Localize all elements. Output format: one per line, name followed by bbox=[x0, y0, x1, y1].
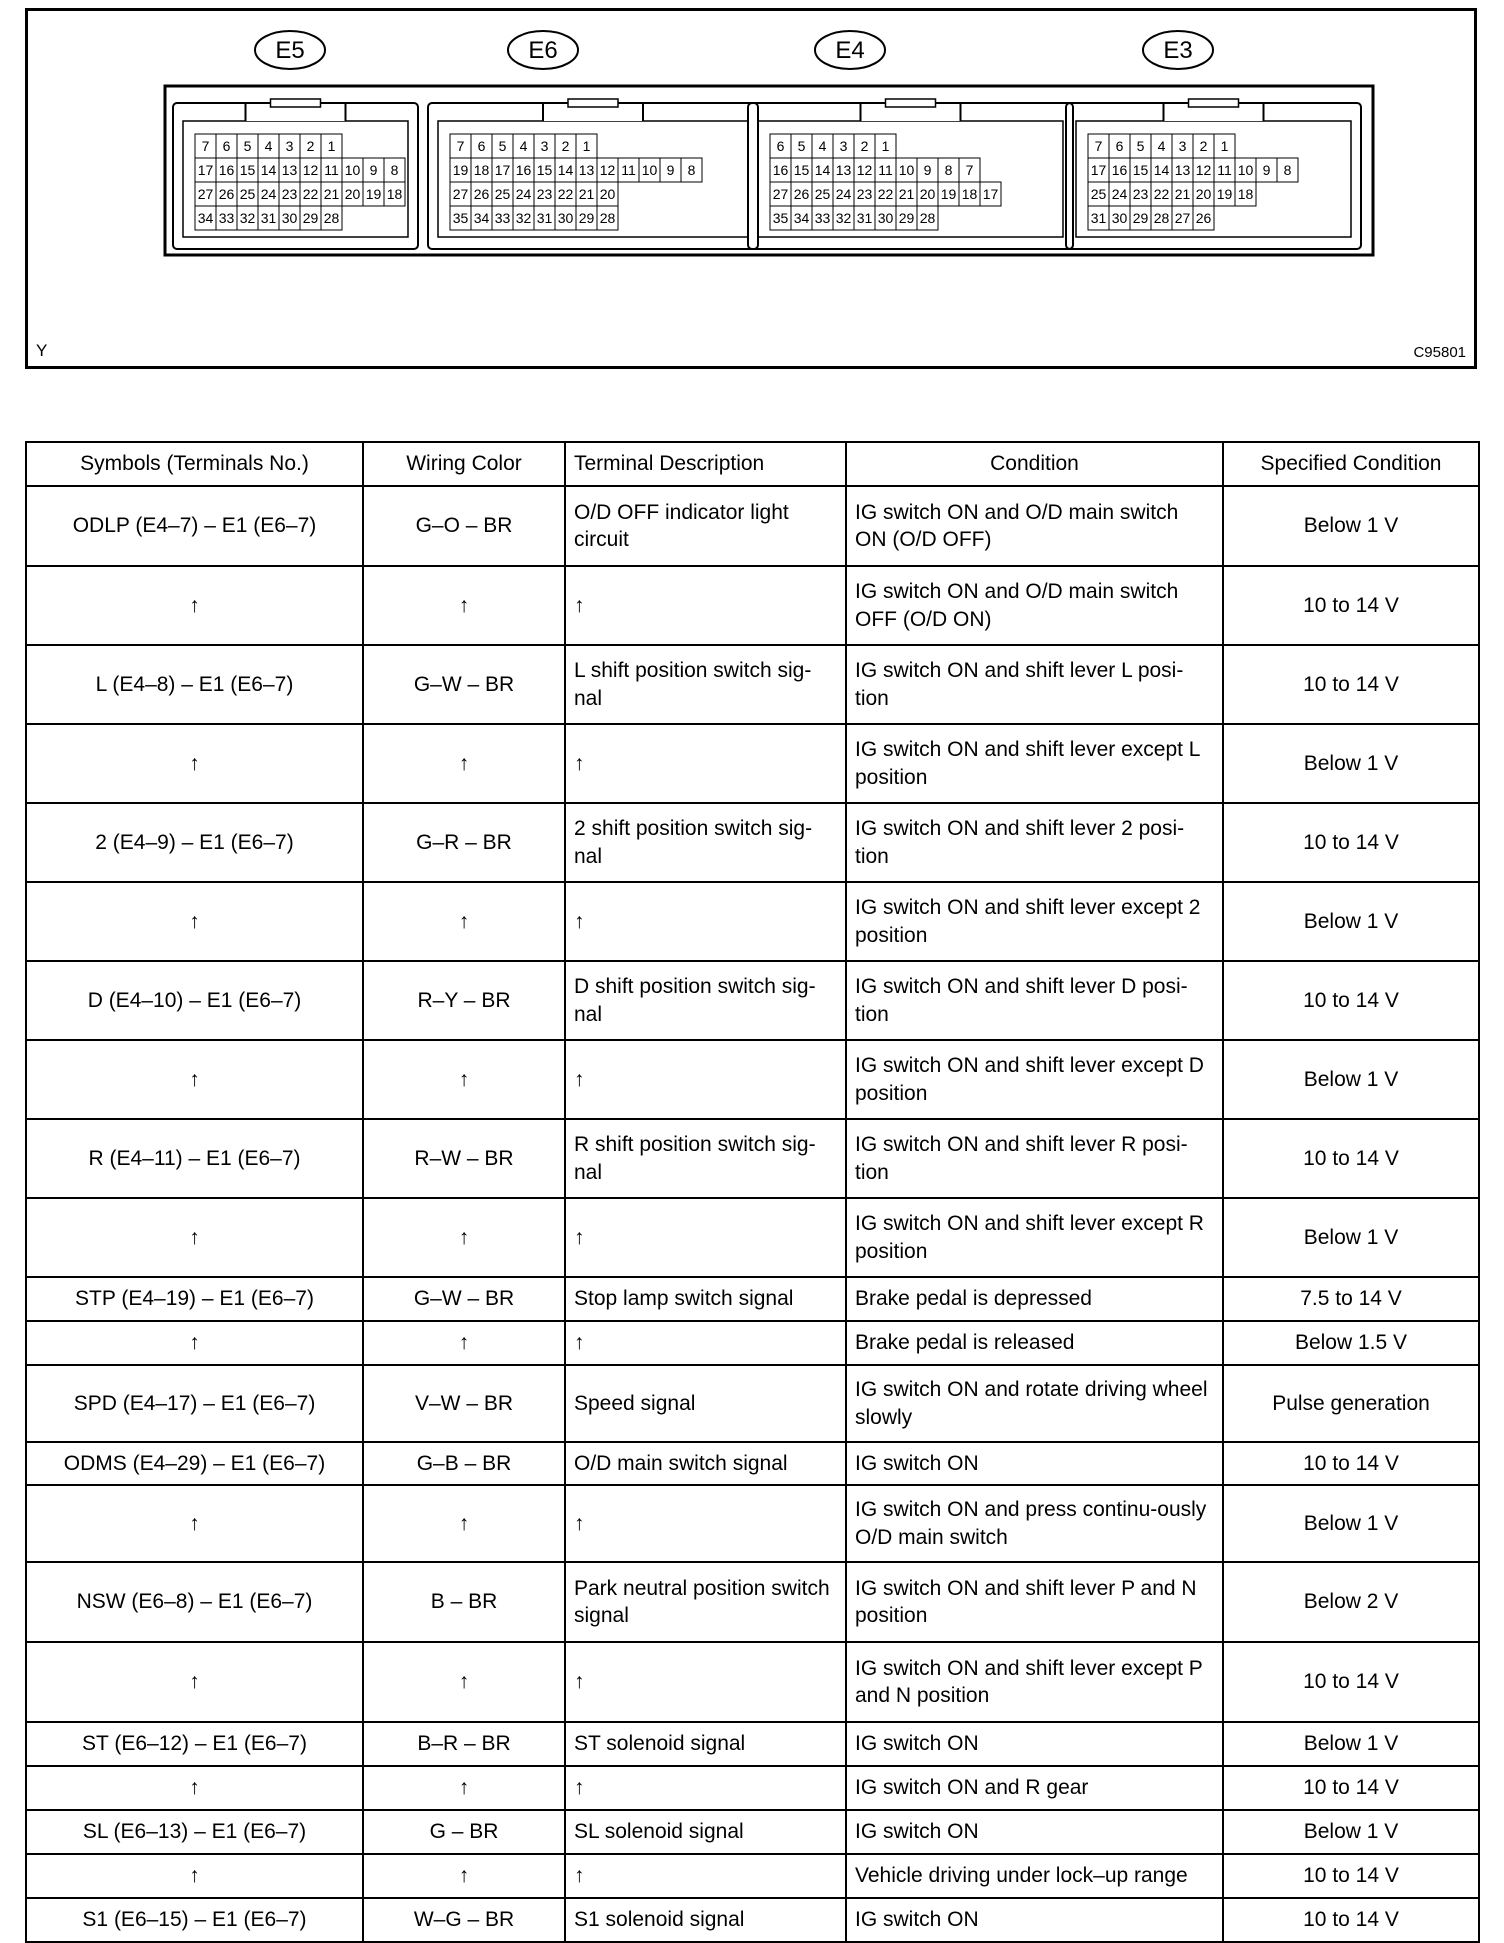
cell-symbols: ODMS (E4–29) – E1 (E6–7) bbox=[26, 1442, 363, 1485]
terminal-number: 12 bbox=[1195, 162, 1212, 178]
terminal-number: 10 bbox=[1237, 162, 1254, 178]
terminal-number: 16 bbox=[515, 162, 532, 178]
terminal-number: 13 bbox=[281, 162, 298, 178]
table-row bbox=[26, 1722, 1479, 1766]
terminal-number: 30 bbox=[877, 210, 894, 226]
cell-wiring-color: ↑ bbox=[363, 724, 565, 803]
terminal-number: 9 bbox=[666, 162, 675, 178]
terminal-number: 24 bbox=[260, 186, 277, 202]
terminal-number: 27 bbox=[197, 186, 214, 202]
terminal-number: 13 bbox=[1174, 162, 1191, 178]
terminal-number: 21 bbox=[898, 186, 915, 202]
terminal-number: 23 bbox=[536, 186, 553, 202]
cell-condition: IG switch ON and R gear bbox=[846, 1766, 1223, 1810]
terminal-spec-table bbox=[25, 441, 1480, 1943]
cell-terminal-description: ↑ bbox=[565, 1198, 846, 1277]
terminal-number: 30 bbox=[557, 210, 574, 226]
cell-terminal-description: S1 solenoid signal bbox=[565, 1898, 846, 1942]
cell-condition: IG switch ON bbox=[846, 1810, 1223, 1854]
cell-terminal-description: O/D main switch signal bbox=[565, 1442, 846, 1485]
terminal-number: 33 bbox=[814, 210, 831, 226]
cell-symbols: ↑ bbox=[26, 882, 363, 961]
cell-terminal-description: Stop lamp switch signal bbox=[565, 1277, 846, 1321]
terminal-number: 35 bbox=[772, 210, 789, 226]
cell-wiring-color: B–R – BR bbox=[363, 1722, 565, 1766]
cell-specified-condition: Below 1 V bbox=[1223, 1485, 1479, 1562]
terminal-number: 27 bbox=[1174, 210, 1191, 226]
connector-label: E3 bbox=[1163, 37, 1193, 64]
terminal-number: 11 bbox=[878, 162, 893, 178]
terminal-number: 20 bbox=[1195, 186, 1212, 202]
cell-symbols: SPD (E4–17) – E1 (E6–7) bbox=[26, 1365, 363, 1442]
cell-specified-condition: 10 to 14 V bbox=[1223, 1642, 1479, 1722]
terminal-number: 16 bbox=[772, 162, 789, 178]
connector-latch-tab bbox=[1189, 99, 1239, 107]
figure-code: C95801 bbox=[1413, 344, 1466, 361]
header-wiring-color: Wiring Color bbox=[363, 442, 565, 486]
terminal-number: 31 bbox=[260, 210, 277, 226]
terminal-number: 28 bbox=[919, 210, 936, 226]
terminal-number: 14 bbox=[260, 162, 277, 178]
connector-latch-tab bbox=[568, 99, 618, 107]
table-row bbox=[26, 1198, 1479, 1277]
table-row bbox=[26, 1854, 1479, 1898]
table-row bbox=[26, 1642, 1479, 1722]
terminal-number: 28 bbox=[323, 210, 340, 226]
terminal-number: 20 bbox=[599, 186, 616, 202]
terminal-number: 5 bbox=[1136, 138, 1145, 154]
cell-terminal-description: L shift position switch sig-nal bbox=[565, 645, 846, 724]
cell-terminal-description: ↑ bbox=[565, 566, 846, 645]
terminal-number: 5 bbox=[498, 138, 507, 154]
table-row bbox=[26, 1766, 1479, 1810]
terminal-number: 2 bbox=[306, 138, 315, 154]
cell-condition: IG switch ON and O/D main switch OFF (O/D ON) bbox=[846, 566, 1223, 645]
cell-symbols: ODLP (E4–7) – E1 (E6–7) bbox=[26, 486, 363, 566]
cell-condition: IG switch ON and shift lever P and N position bbox=[846, 1562, 1223, 1642]
terminal-number: 29 bbox=[302, 210, 319, 226]
connector-diagram bbox=[25, 8, 1477, 369]
terminal-number: 11 bbox=[324, 162, 339, 178]
cell-symbols: 2 (E4–9) – E1 (E6–7) bbox=[26, 803, 363, 882]
terminal-number: 32 bbox=[239, 210, 256, 226]
connector-label: E6 bbox=[528, 37, 558, 64]
cell-condition: IG switch ON and rotate driving wheel slowly bbox=[846, 1365, 1223, 1442]
cell-wiring-color: ↑ bbox=[363, 566, 565, 645]
terminal-number: 28 bbox=[1153, 210, 1170, 226]
terminal-number: 30 bbox=[281, 210, 298, 226]
terminal-number: 35 bbox=[452, 210, 469, 226]
cell-symbols: ↑ bbox=[26, 1485, 363, 1562]
terminal-number: 15 bbox=[239, 162, 256, 178]
cell-wiring-color: G–W – BR bbox=[363, 1277, 565, 1321]
terminal-number: 16 bbox=[218, 162, 235, 178]
table-row bbox=[26, 724, 1479, 803]
cell-specified-condition: Below 1 V bbox=[1223, 1198, 1479, 1277]
connector-latch-tab bbox=[886, 99, 936, 107]
header-symbols: Symbols (Terminals No.) bbox=[26, 442, 363, 486]
terminal-number: 32 bbox=[835, 210, 852, 226]
terminal-number: 25 bbox=[239, 186, 256, 202]
cell-condition: IG switch ON bbox=[846, 1898, 1223, 1942]
terminal-number: 12 bbox=[599, 162, 616, 178]
terminal-number: 9 bbox=[923, 162, 932, 178]
terminal-number: 26 bbox=[473, 186, 490, 202]
cell-wiring-color: ↑ bbox=[363, 1642, 565, 1722]
cell-terminal-description: D shift position switch sig-nal bbox=[565, 961, 846, 1040]
terminal-number: 15 bbox=[536, 162, 553, 178]
cell-wiring-color: G – BR bbox=[363, 1810, 565, 1854]
cell-specified-condition: 10 to 14 V bbox=[1223, 1442, 1479, 1485]
terminal-number: 22 bbox=[557, 186, 574, 202]
terminal-number: 7 bbox=[1094, 138, 1103, 154]
terminal-number: 31 bbox=[1090, 210, 1107, 226]
cell-specified-condition: Below 1 V bbox=[1223, 1722, 1479, 1766]
cell-symbols: NSW (E6–8) – E1 (E6–7) bbox=[26, 1562, 363, 1642]
cell-specified-condition: Below 1 V bbox=[1223, 486, 1479, 566]
cell-wiring-color: R–Y – BR bbox=[363, 961, 565, 1040]
terminal-number: 20 bbox=[919, 186, 936, 202]
terminal-number: 11 bbox=[621, 162, 636, 178]
cell-symbols: ↑ bbox=[26, 1766, 363, 1810]
cell-wiring-color: G–O – BR bbox=[363, 486, 565, 566]
terminal-number: 34 bbox=[473, 210, 490, 226]
cell-terminal-description: 2 shift position switch sig-nal bbox=[565, 803, 846, 882]
cell-wiring-color: ↑ bbox=[363, 1485, 565, 1562]
cell-wiring-color: ↑ bbox=[363, 1198, 565, 1277]
cell-condition: IG switch ON and shift lever except 2 position bbox=[846, 882, 1223, 961]
cell-condition: IG switch ON bbox=[846, 1442, 1223, 1485]
cell-wiring-color: ↑ bbox=[363, 882, 565, 961]
table-row bbox=[26, 961, 1479, 1040]
terminal-number: 17 bbox=[1090, 162, 1107, 178]
terminal-number: 34 bbox=[793, 210, 810, 226]
terminal-number: 17 bbox=[982, 186, 999, 202]
table-row bbox=[26, 1040, 1479, 1119]
table-row bbox=[26, 645, 1479, 724]
table-header-row bbox=[26, 442, 1479, 486]
terminal-number: 1 bbox=[582, 138, 591, 154]
terminal-number: 5 bbox=[243, 138, 252, 154]
cell-condition: IG switch ON and O/D main switch ON (O/D OFF) bbox=[846, 486, 1223, 566]
terminal-number: 10 bbox=[898, 162, 915, 178]
terminal-number: 34 bbox=[197, 210, 214, 226]
terminal-number: 17 bbox=[494, 162, 511, 178]
table-row bbox=[26, 1562, 1479, 1642]
terminal-number: 1 bbox=[881, 138, 890, 154]
terminal-number: 20 bbox=[344, 186, 361, 202]
terminal-number: 7 bbox=[201, 138, 210, 154]
terminal-number: 6 bbox=[222, 138, 231, 154]
cell-condition: Brake pedal is released bbox=[846, 1321, 1223, 1365]
cell-wiring-color: G–W – BR bbox=[363, 645, 565, 724]
cell-symbols: L (E4–8) – E1 (E6–7) bbox=[26, 645, 363, 724]
table-row bbox=[26, 1119, 1479, 1198]
figure-corner-letter: Y bbox=[36, 341, 48, 360]
terminal-number: 8 bbox=[687, 162, 696, 178]
terminal-number: 14 bbox=[1153, 162, 1170, 178]
terminal-number: 23 bbox=[856, 186, 873, 202]
cell-symbols: ↑ bbox=[26, 1321, 363, 1365]
terminal-number: 19 bbox=[940, 186, 957, 202]
terminal-number: 31 bbox=[856, 210, 873, 226]
terminal-number: 3 bbox=[1178, 138, 1187, 154]
terminal-number: 6 bbox=[477, 138, 486, 154]
cell-symbols: ↑ bbox=[26, 1642, 363, 1722]
cell-condition: Vehicle driving under lock–up range bbox=[846, 1854, 1223, 1898]
terminal-number: 24 bbox=[515, 186, 532, 202]
cell-symbols: SL (E6–13) – E1 (E6–7) bbox=[26, 1810, 363, 1854]
table-row bbox=[26, 1485, 1479, 1562]
terminal-number: 17 bbox=[197, 162, 214, 178]
cell-specified-condition: Below 1 V bbox=[1223, 1040, 1479, 1119]
cell-condition: Brake pedal is depressed bbox=[846, 1277, 1223, 1321]
terminal-number: 21 bbox=[1174, 186, 1191, 202]
terminal-number: 16 bbox=[1111, 162, 1128, 178]
terminal-number: 21 bbox=[323, 186, 340, 202]
cell-terminal-description: ↑ bbox=[565, 1642, 846, 1722]
terminal-number: 21 bbox=[578, 186, 595, 202]
terminal-number: 4 bbox=[1157, 138, 1166, 154]
terminal-number: 24 bbox=[1111, 186, 1128, 202]
terminal-number: 19 bbox=[452, 162, 469, 178]
terminal-number: 13 bbox=[578, 162, 595, 178]
terminal-number: 28 bbox=[599, 210, 616, 226]
cell-terminal-description: ↑ bbox=[565, 1485, 846, 1562]
cell-terminal-description: ↑ bbox=[565, 882, 846, 961]
terminal-number: 22 bbox=[1153, 186, 1170, 202]
cell-terminal-description: Speed signal bbox=[565, 1365, 846, 1442]
cell-wiring-color: G–R – BR bbox=[363, 803, 565, 882]
table-row bbox=[26, 486, 1479, 566]
terminal-number: 22 bbox=[877, 186, 894, 202]
cell-condition: IG switch ON and shift lever except P and N position bbox=[846, 1642, 1223, 1722]
terminal-number: 26 bbox=[1195, 210, 1212, 226]
table-row bbox=[26, 1810, 1479, 1854]
terminal-number: 6 bbox=[776, 138, 785, 154]
cell-specified-condition: Below 1 V bbox=[1223, 1810, 1479, 1854]
cell-specified-condition: 10 to 14 V bbox=[1223, 1854, 1479, 1898]
cell-wiring-color: ↑ bbox=[363, 1321, 565, 1365]
cell-symbols: R (E4–11) – E1 (E6–7) bbox=[26, 1119, 363, 1198]
cell-specified-condition: 10 to 14 V bbox=[1223, 1119, 1479, 1198]
terminal-number: 2 bbox=[561, 138, 570, 154]
terminal-number: 33 bbox=[494, 210, 511, 226]
table-row bbox=[26, 566, 1479, 645]
cell-symbols: ↑ bbox=[26, 1040, 363, 1119]
cell-wiring-color: W–G – BR bbox=[363, 1898, 565, 1942]
cell-symbols: ↑ bbox=[26, 1198, 363, 1277]
cell-specified-condition: 7.5 to 14 V bbox=[1223, 1277, 1479, 1321]
table-row bbox=[26, 803, 1479, 882]
cell-specified-condition: 10 to 14 V bbox=[1223, 1766, 1479, 1810]
cell-wiring-color: B – BR bbox=[363, 1562, 565, 1642]
terminal-number: 27 bbox=[772, 186, 789, 202]
terminal-number: 31 bbox=[536, 210, 553, 226]
cell-symbols: ↑ bbox=[26, 566, 363, 645]
terminal-number: 18 bbox=[1237, 186, 1254, 202]
table-row bbox=[26, 882, 1479, 961]
terminal-number: 18 bbox=[386, 186, 403, 202]
cell-specified-condition: Below 1 V bbox=[1223, 882, 1479, 961]
connector-latch-tab bbox=[271, 99, 321, 107]
cell-condition: IG switch ON and shift lever L posi-tion bbox=[846, 645, 1223, 724]
cell-wiring-color: R–W – BR bbox=[363, 1119, 565, 1198]
terminal-number: 3 bbox=[540, 138, 549, 154]
header-condition: Condition bbox=[846, 442, 1223, 486]
cell-terminal-description: O/D OFF indicator light circuit bbox=[565, 486, 846, 566]
terminal-number: 32 bbox=[515, 210, 532, 226]
terminal-number: 14 bbox=[557, 162, 574, 178]
terminal-number: 2 bbox=[1199, 138, 1208, 154]
table-row bbox=[26, 1898, 1479, 1942]
terminal-number: 25 bbox=[814, 186, 831, 202]
table-row bbox=[26, 1365, 1479, 1442]
cell-condition: IG switch ON bbox=[846, 1722, 1223, 1766]
terminal-number: 6 bbox=[1115, 138, 1124, 154]
terminal-number: 24 bbox=[835, 186, 852, 202]
terminal-number: 25 bbox=[494, 186, 511, 202]
terminal-number: 4 bbox=[519, 138, 528, 154]
cell-condition: IG switch ON and shift lever except D position bbox=[846, 1040, 1223, 1119]
cell-wiring-color: ↑ bbox=[363, 1854, 565, 1898]
cell-specified-condition: Below 2 V bbox=[1223, 1562, 1479, 1642]
terminal-number: 3 bbox=[839, 138, 848, 154]
cell-terminal-description: ↑ bbox=[565, 1321, 846, 1365]
connector-label: E4 bbox=[835, 37, 865, 64]
cell-terminal-description: ↑ bbox=[565, 1040, 846, 1119]
cell-specified-condition: 10 to 14 V bbox=[1223, 961, 1479, 1040]
cell-specified-condition: 10 to 14 V bbox=[1223, 566, 1479, 645]
terminal-number: 12 bbox=[302, 162, 319, 178]
terminal-number: 30 bbox=[1111, 210, 1128, 226]
cell-symbols: S1 (E6–15) – E1 (E6–7) bbox=[26, 1898, 363, 1942]
terminal-number: 29 bbox=[578, 210, 595, 226]
terminal-number: 26 bbox=[793, 186, 810, 202]
terminal-number: 10 bbox=[641, 162, 658, 178]
table-row bbox=[26, 1277, 1479, 1321]
terminal-number: 8 bbox=[944, 162, 953, 178]
cell-symbols: ST (E6–12) – E1 (E6–7) bbox=[26, 1722, 363, 1766]
cell-wiring-color: ↑ bbox=[363, 1040, 565, 1119]
terminal-number: 26 bbox=[218, 186, 235, 202]
terminal-number: 13 bbox=[835, 162, 852, 178]
cell-specified-condition: 10 to 14 V bbox=[1223, 1898, 1479, 1942]
terminal-number: 8 bbox=[390, 162, 399, 178]
cell-condition: IG switch ON and shift lever R posi-tion bbox=[846, 1119, 1223, 1198]
cell-condition: IG switch ON and shift lever D posi-tion bbox=[846, 961, 1223, 1040]
cell-specified-condition: Pulse generation bbox=[1223, 1365, 1479, 1442]
terminal-number: 9 bbox=[369, 162, 378, 178]
cell-specified-condition: Below 1.5 V bbox=[1223, 1321, 1479, 1365]
cell-wiring-color: ↑ bbox=[363, 1766, 565, 1810]
table-row bbox=[26, 1321, 1479, 1365]
cell-terminal-description: Park neutral position switch signal bbox=[565, 1562, 846, 1642]
terminal-number: 18 bbox=[473, 162, 490, 178]
terminal-number: 1 bbox=[327, 138, 336, 154]
terminal-number: 3 bbox=[285, 138, 294, 154]
terminal-number: 4 bbox=[264, 138, 273, 154]
terminal-number: 5 bbox=[797, 138, 806, 154]
cell-specified-condition: Below 1 V bbox=[1223, 724, 1479, 803]
terminal-number: 22 bbox=[302, 186, 319, 202]
terminal-number: 23 bbox=[281, 186, 298, 202]
cell-condition: IG switch ON and shift lever except L position bbox=[846, 724, 1223, 803]
terminal-number: 10 bbox=[344, 162, 361, 178]
cell-symbols: D (E4–10) – E1 (E6–7) bbox=[26, 961, 363, 1040]
header-terminal-description: Terminal Description bbox=[565, 442, 846, 486]
terminal-number: 33 bbox=[218, 210, 235, 226]
table-row bbox=[26, 1442, 1479, 1485]
terminal-number: 19 bbox=[365, 186, 382, 202]
connector-label: E5 bbox=[275, 37, 305, 64]
cell-symbols: ↑ bbox=[26, 724, 363, 803]
terminal-number: 12 bbox=[856, 162, 873, 178]
cell-terminal-description: R shift position switch sig-nal bbox=[565, 1119, 846, 1198]
terminal-number: 18 bbox=[961, 186, 978, 202]
cell-specified-condition: 10 to 14 V bbox=[1223, 645, 1479, 724]
cell-terminal-description: ↑ bbox=[565, 1766, 846, 1810]
cell-condition: IG switch ON and press continu-ously O/D main switch bbox=[846, 1485, 1223, 1562]
cell-symbols: ↑ bbox=[26, 1854, 363, 1898]
terminal-number: 4 bbox=[818, 138, 827, 154]
cell-wiring-color: G–B – BR bbox=[363, 1442, 565, 1485]
terminal-number: 15 bbox=[793, 162, 810, 178]
cell-specified-condition: 10 to 14 V bbox=[1223, 803, 1479, 882]
terminal-number: 1 bbox=[1220, 138, 1229, 154]
terminal-number: 23 bbox=[1132, 186, 1149, 202]
connector-diagram-drawing bbox=[28, 11, 1474, 366]
terminal-number: 14 bbox=[814, 162, 831, 178]
header-specified-condition: Specified Condition bbox=[1223, 442, 1479, 486]
cell-symbols: STP (E4–19) – E1 (E6–7) bbox=[26, 1277, 363, 1321]
terminal-number: 19 bbox=[1216, 186, 1233, 202]
cell-terminal-description: ↑ bbox=[565, 1854, 846, 1898]
cell-terminal-description: ST solenoid signal bbox=[565, 1722, 846, 1766]
terminal-number: 29 bbox=[898, 210, 915, 226]
terminal-number: 11 bbox=[1217, 162, 1232, 178]
cell-condition: IG switch ON and shift lever except R position bbox=[846, 1198, 1223, 1277]
cell-terminal-description: ↑ bbox=[565, 724, 846, 803]
terminal-number: 15 bbox=[1132, 162, 1149, 178]
terminal-number: 7 bbox=[456, 138, 465, 154]
cell-condition: IG switch ON and shift lever 2 posi-tion bbox=[846, 803, 1223, 882]
terminal-number: 29 bbox=[1132, 210, 1149, 226]
cell-terminal-description: SL solenoid signal bbox=[565, 1810, 846, 1854]
terminal-number: 9 bbox=[1262, 162, 1271, 178]
terminal-number: 8 bbox=[1283, 162, 1292, 178]
cell-wiring-color: V–W – BR bbox=[363, 1365, 565, 1442]
terminal-number: 7 bbox=[965, 162, 974, 178]
terminal-number: 2 bbox=[860, 138, 869, 154]
terminal-number: 25 bbox=[1090, 186, 1107, 202]
terminal-number: 27 bbox=[452, 186, 469, 202]
